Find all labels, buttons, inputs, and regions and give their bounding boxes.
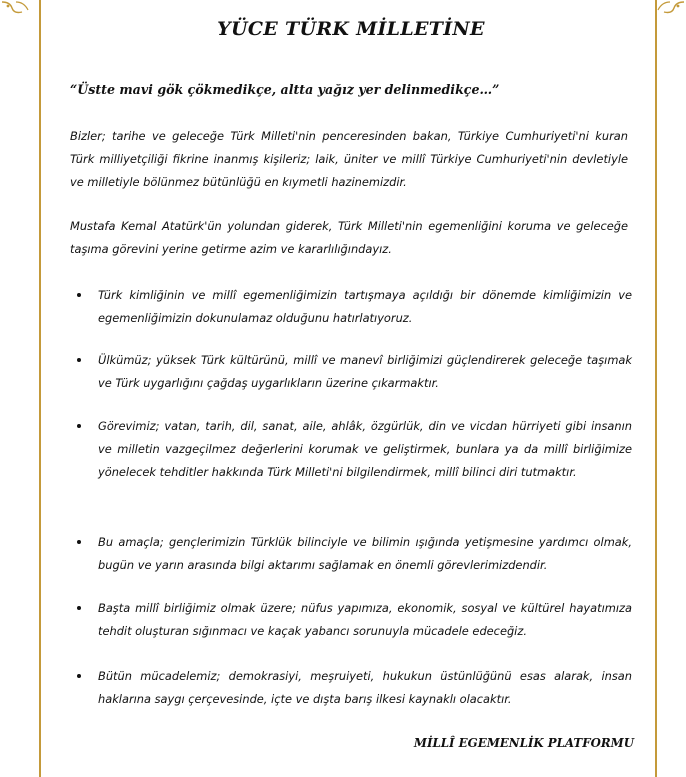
list-item <box>86 665 632 711</box>
list-item <box>86 415 632 484</box>
bullet-icon <box>77 293 81 297</box>
list-item-text: Ülkümüz; yüksek Türk kültürünü, millî ve manevî birliğimizi güçlendirerek geleceğe taşımak ve Türk uygarlığını çağdaş uygarlıkların üzerine çıkarmaktır. <box>98 353 632 390</box>
motto-quote: “Üstte mavi gök çökmedikçe, altta yağız yer delinmedikçe…” <box>70 82 500 97</box>
list-item <box>86 531 632 577</box>
intro-paragraph: Bizler; tarihe ve geleceğe Türk Milleti'nin penceresinden bakan, Türkiye Cumhuriyeti'ni kuran Türk milliyetçiliği fikrine inanmış kişileriz; laik, üniter ve millî Türkiye Cumhuriyeti'nin devletiyle ve milletiyle bölünmez bütünlüğü en kıymetli hazinemizdir. <box>70 129 628 189</box>
signature: MİLLÎ EGEMENLİK PLATFORMU <box>413 736 634 750</box>
page-title: YÜCE TÜRK MİLLETİNE <box>217 18 485 40</box>
list-item-text: Görevimiz; vatan, tarih, dil, sanat, aile, ahlâk, özgürlük, din ve vicdan hürriyeti gibi insanın ve milletin vazgeçilmez değerlerini korumak ve geliştirmek, bunlara ya da millî birliğimize yönelecek tehditler hakkında Türk Milleti'ni bilgilendirmek, millî bilinci diri tutmaktır. <box>98 419 632 479</box>
list-item-text: Türk kimliğinin ve millî egemenliğimizin tartışmaya açıldığı bir dönemde kimliğimizin ve egemenliğimizin dokunulamaz olduğunu hatırlatıyoruz. <box>98 288 632 325</box>
list-item-text: Bu amaçla; gençlerimizin Türklük bilinciyle ve bilimin ışığında yetişmesine yardımcı olmak, bugün ve yarın arasında bilgi aktarımı sağlamak en önemli görevlerimizdendir. <box>98 535 632 572</box>
list-item <box>86 597 632 643</box>
bullet-icon <box>77 358 81 362</box>
bullet-icon <box>77 540 81 544</box>
list-item-text: Başta millî birliğimiz olmak üzere; nüfus yapımıza, ekonomik, sosyal ve kültürel hayatımıza tehdit oluşturan sığınmacı ve kaçak yabancı sorunuyla mücadele edeceğiz. <box>98 601 632 638</box>
list-item-text: Bütün mücadelemiz; demokrasiyi, meşruiyeti, hukukun üstünlüğünü esas alarak, insan haklarına saygı çerçevesinde, içte ve dışta barış ilkesi kaynaklı olacaktır. <box>98 669 632 706</box>
ornament-corner-icon <box>0 0 30 18</box>
list-item <box>86 284 632 330</box>
mission-paragraph: Mustafa Kemal Atatürk'ün yolundan giderek, Türk Milleti'nin egemenliğini koruma ve geleceğe taşıma görevini yerine getirme azim ve kararlılığındayız. <box>70 219 628 256</box>
bullet-icon <box>77 424 81 428</box>
right-frame-line <box>655 0 657 777</box>
list-item <box>86 349 632 395</box>
left-frame-line <box>39 0 41 777</box>
ornament-corner-icon <box>656 0 686 18</box>
bullet-icon <box>77 606 81 610</box>
bullet-icon <box>77 674 81 678</box>
